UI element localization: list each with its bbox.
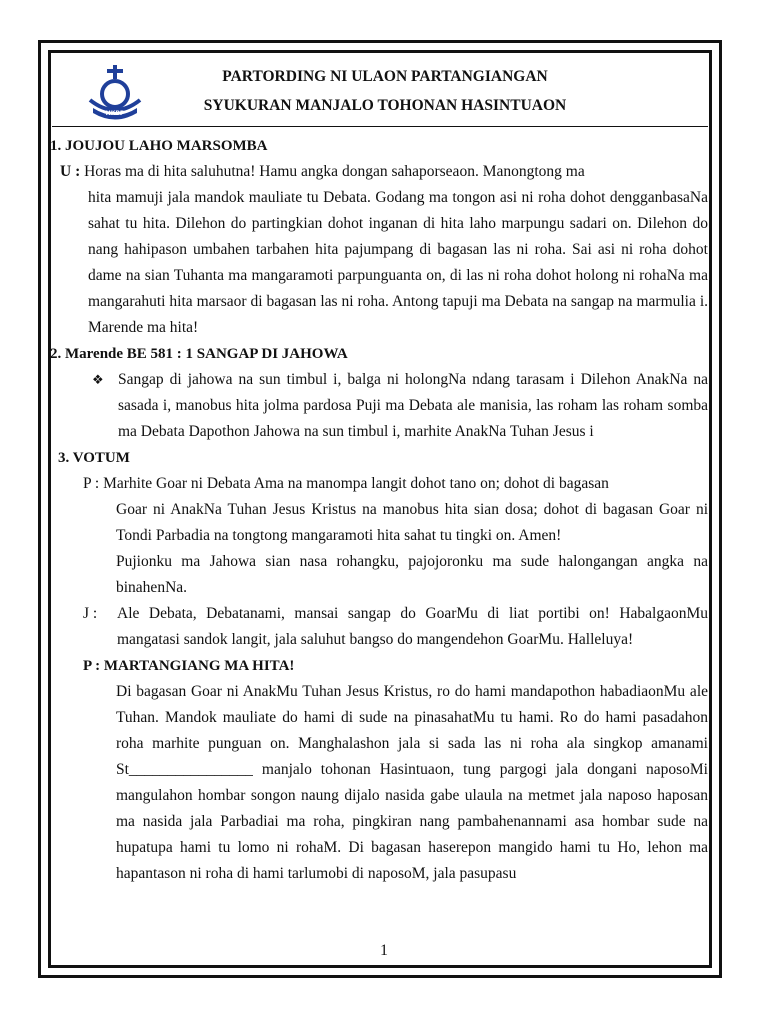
votum-p bbox=[50, 471, 710, 601]
section-1-paragraph bbox=[50, 159, 710, 341]
title-line-1: PARTORDING NI ULAON PARTANGIANGAN bbox=[222, 68, 548, 85]
section-1-heading: 1. JOUJOU LAHO MARSOMBA bbox=[50, 138, 268, 154]
votum-j-text: Ale Debata, Debatanami, mansai sangap do GoarMu di liat portibi on! HabalgaonMu mangatasi sandok langit, jala saluhut bangso do mangendehon GoarMu. Halleluya! bbox=[117, 605, 708, 648]
votum-psalm: Pujionku ma Jahowa sian nasa rohangku, pajojoronku ma sude halongangan angka na binahenNa. bbox=[116, 553, 708, 596]
page-number: 1 bbox=[380, 942, 388, 959]
logo-text: HKBP bbox=[105, 110, 125, 117]
prayer-text: Di bagasan Goar ni AnakMu Tuhan Jesus Kristus, ro do hami mandapothon habadiaonMu ale Tuhan. Mandok mauliate do hami di sude na pinasahatMu tu hami. Ro do hami pasadahon roha marhite punguan on. Manghalashon jala si sada las ni roha ala singkop amanami St________________ manjalo tohonan Hasintuaon, tung pargogi jala dongani naposoMi mangulahon hombar songon naung dijalo nasida gabe ulaula na metmet jala naposo haposan ma nasida jala Parbadiai ma roha, pingkiran nang pambahenannami asa hombar sude na hupatupa hami tu lomo ni rohaM. Di bagasan haserepon mangido hami tu Ho, lehon ma hapantason ni roha di hami tarlumobi di naposoM, jala pasupasu bbox=[116, 683, 708, 882]
section-1-rest: hita mamuji jala mandok mauliate tu Debata. Godang ma tongon asi ni roha dohot dengganbasaNa sahat tu hita. Dilehon do partingkian dohot inganan di hita laho marpungu sadari on. Dilehon do nang hahipason umbahen tarbahen hita pajumpang di bagasan las ni roha. Sai asi ni roha dohot dame na sian Tuhanta ma mangaramoti parpunguanta on, di las ni roha dohot holong ni rohaNa ma mangarahuti hita marsaor di bagasan las ni roha. Antong tapuji ma Debata na sangap na marmulia i. Marende ma hita! bbox=[88, 189, 708, 336]
title-divider bbox=[52, 126, 708, 127]
section-1-first-text: Horas ma di hita saluhutna! Hamu angka dongan sahaporseaon. Manongtong ma bbox=[84, 163, 585, 180]
speaker-label-p: P : bbox=[83, 475, 100, 492]
speaker-label-j: J : bbox=[83, 605, 98, 622]
votum-p-first-line bbox=[50, 471, 710, 497]
document-body bbox=[50, 133, 710, 887]
section-1-first-line bbox=[50, 159, 710, 185]
title-line-2: SYUKURAN MANJALO TOHONAN HASINTUAON bbox=[203, 97, 567, 114]
hymn-verse-text: Sangap di jahowa na sun timbul i, balga ni holongNa ndang tarasam i Dilehon AnakNa na sasada i, manobus hita jolma pardosa Puji ma Debata ale manisia, las roham las roham somba ma Debata Dapothon Jahowa na sun timbul i, marhite AnakNa Tuhan Jesus i bbox=[118, 371, 708, 440]
section-4-heading: P : MARTANGIANG MA HITA! bbox=[83, 658, 295, 674]
section-2-heading: 2. Marende BE 581 : 1 SANGAP DI JAHOWA bbox=[50, 346, 348, 362]
votum-p-rest: Goar ni AnakNa Tuhan Jesus Kristus na manobus hita sian dosa; dohot di bagasan Goar ni Tondi Parbadia na tongtong mangaramoti hita sahat tu tingki on. Amen! bbox=[116, 501, 708, 544]
votum-p-first-text: Marhite Goar ni Debata Ama na manompa langit dohot tano on; dohot di bagasan bbox=[103, 475, 609, 492]
page-title bbox=[150, 62, 620, 120]
hkbp-logo-icon bbox=[84, 64, 146, 120]
votum-j bbox=[50, 601, 710, 653]
four-diamond-bullet-icon: ❖ bbox=[92, 372, 104, 387]
hymn-verse bbox=[50, 367, 710, 445]
section-3-heading: 3. VOTUM bbox=[58, 450, 130, 466]
speaker-label-u: U : bbox=[60, 163, 81, 180]
